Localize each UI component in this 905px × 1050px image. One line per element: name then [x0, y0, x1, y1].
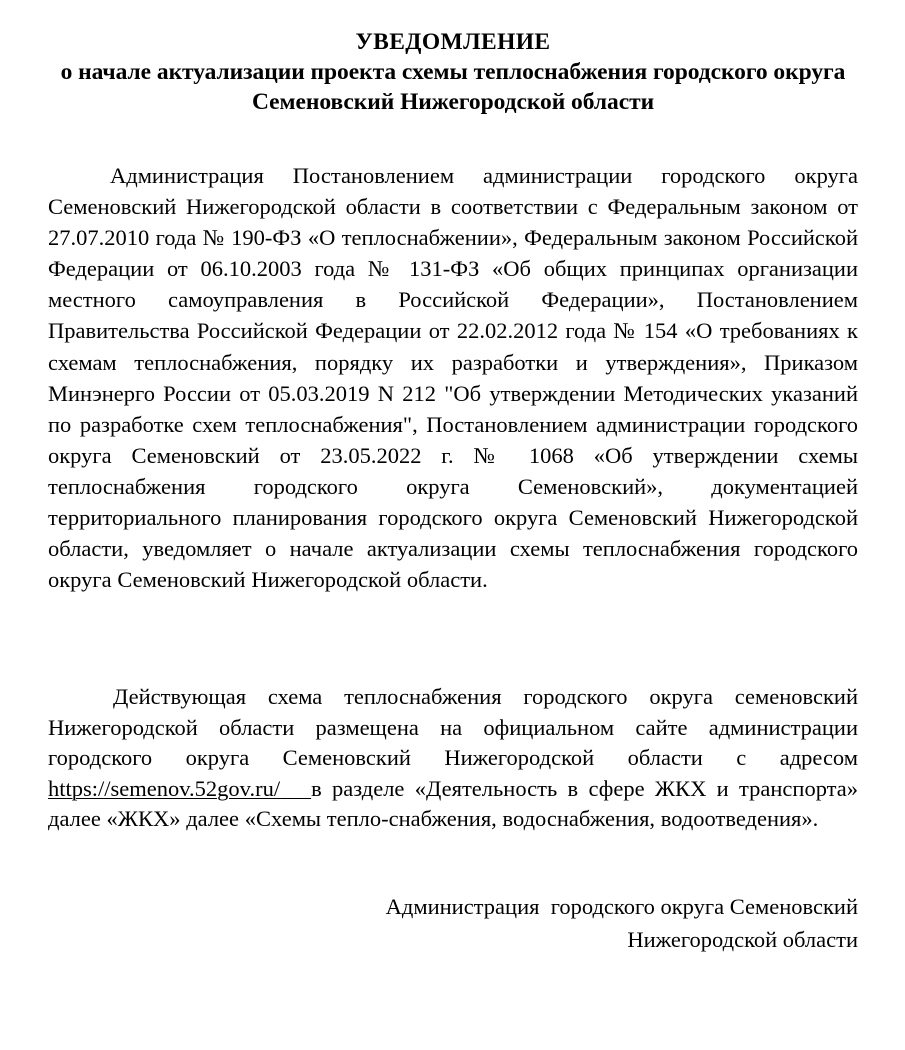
paragraph-website-info-container — [48, 682, 858, 835]
official-website-link-trailing-underline — [280, 776, 311, 801]
document-title-subline-1: о начале актуализации проекта схемы теплоснабжения городского округа — [60, 59, 846, 85]
official-website-link[interactable]: https://semenov.52gov.ru/ — [48, 775, 281, 801]
paragraph-legal-basis: Администрация Постановлением администрации городского округа Семеновский Нижегородской области в соответствии с Федеральным законом от 27.07.2010 года № 190-ФЗ «О теплоснабжении», Федеральным законом Российской Федерации от 06.10.2003 года № 131-ФЗ «Об общих принципах организации местного самоуправления в Российской Федерации», Постановлением Правительства Российской Федерации от 22.02.2012 года № 154 «О требованиях к схемам теплоснабжения, порядку их разработки и утверждения», Приказом Минэнерго России от 05.03.2019 N 212 "Об утверждении Методических указаний по разработке схем теплоснабжения", Постановлением администрации городского округа Семеновский от 23.05.2022 г. № 1068 «Об утверждении схемы теплоснабжения городского округа Семеновский», документацией территориального планирования городского округа Семеновский Нижегородской области, уведомляет о начале актуализации схемы теплоснабжения городского округа Семеновский Нижегородской области. — [48, 163, 858, 593]
paragraph-legal-basis-container — [48, 160, 858, 595]
signature-block — [48, 890, 858, 956]
signature-line-2: Нижегородской области — [627, 927, 858, 952]
paragraph-website-info-text-before: Действующая схема теплоснабжения городского округа семеновский Нижегородской области размещена на официальном сайте администрации городского округа Семеновский Нижегородской области с адресом — [48, 684, 858, 771]
document-title-main: УВЕДОМЛЕНИЕ — [355, 29, 551, 55]
document-title-subline-2: Семеновский Нижегородской области — [251, 89, 655, 115]
paragraph-website-info — [48, 682, 858, 835]
signature-line-1: Администрация городского округа Семеновский — [385, 894, 858, 919]
document-title-block — [48, 27, 858, 117]
paragraph-website-info-text-after: в разделе «Деятельность в сфере ЖКХ и транспорта» далее «ЖКХ» далее «Схемы тепло-снабжения, водоснабжения, водоотведения». — [48, 775, 858, 832]
